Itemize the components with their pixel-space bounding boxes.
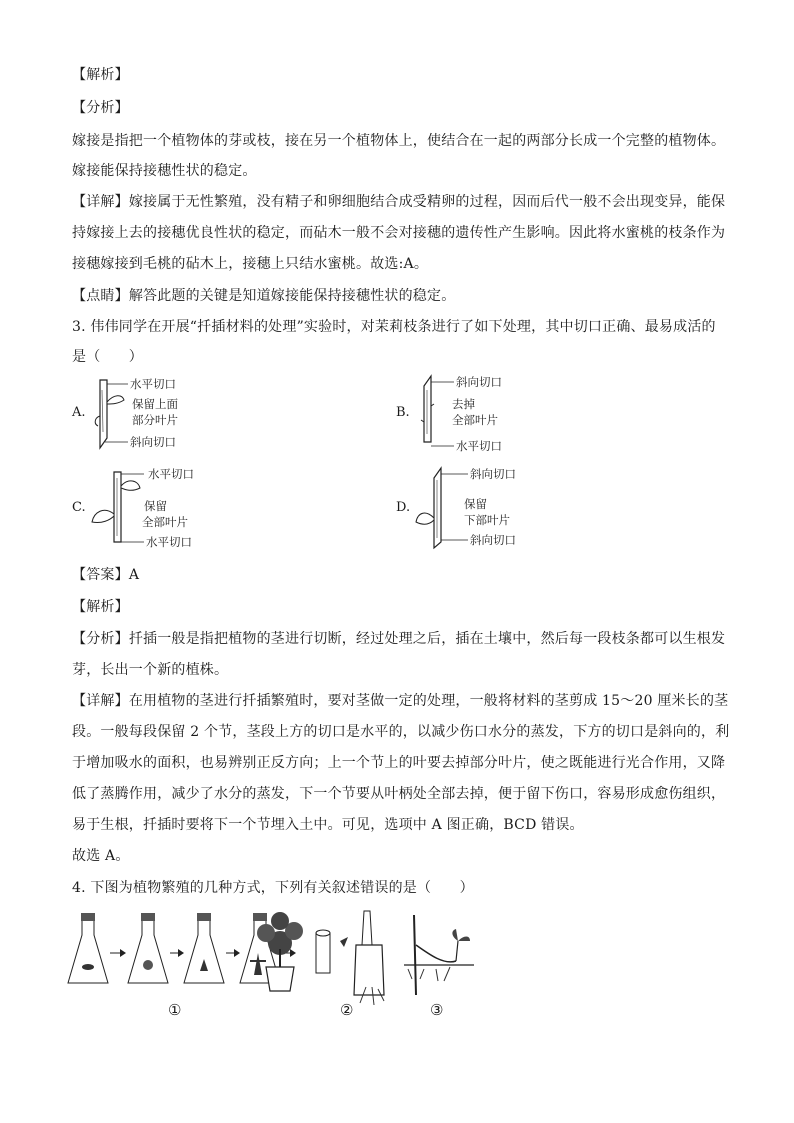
label-c-4: 水平切口	[146, 535, 192, 549]
label-c-1: 水平切口	[148, 467, 194, 481]
question-4-stem: 4. 下图为植物繁殖的几种方式，下列有关叙述错误的是（ ）	[72, 880, 474, 896]
paragraph-line: 持嫁接上去的接穗优良性状的稳定，而砧木一般不会对接穗的遗传性产生影响。因此将水蜜桃的枝条作为	[72, 225, 726, 241]
paragraph-line	[72, 629, 732, 649]
label-b-2: 去掉	[452, 397, 475, 411]
analysis-tag: 【分析】	[72, 631, 129, 647]
option-a-figure	[88, 372, 198, 458]
section-heading-jiexi: 【解析】	[72, 599, 129, 615]
analysis-text: 扦插一般是指把植物的茎进行切断，经过处理之后，插在土壤中，然后每一段枝条都可以生根发	[128, 631, 726, 647]
label-d-3: 下部叶片	[464, 513, 510, 527]
flask-icon	[184, 913, 224, 983]
paragraph-line: 易于生根，扦插时要将下一个节埋入土中。可见，选项中 A 图正确，BCD 错误。	[72, 817, 584, 833]
detail-tag: 【详解】	[72, 194, 129, 210]
paragraph-line: 于增加吸水的面积，也易辨别正反方向；上一个节上的叶要去掉部分叶片，使之既能进行光合作用，又降	[72, 755, 726, 771]
label-b-3: 全部叶片	[452, 413, 498, 427]
highlight-tag: 【点睛】	[72, 288, 129, 304]
option-b-letter: B.	[396, 405, 410, 420]
highlight-text: 解答此题的关键是知道嫁接能保持接穗性状的稳定。	[128, 288, 456, 304]
detail-text: 嫁接属于无性繁殖，没有精子和卵细胞结合成受精卵的过程，因而后代一般不会出现变异，能保	[128, 194, 726, 210]
question-3-stem-cont: 是（ ）	[72, 349, 143, 365]
option-c-letter: C.	[72, 500, 86, 515]
detail-text: 在用植物的茎进行扦插繁殖时，要对茎做一定的处理，一般将材料的茎剪成 15～20 厘米长的茎	[128, 693, 729, 709]
flask-icon	[128, 913, 168, 983]
grafting-icon	[316, 911, 384, 1005]
paragraph-line: 故选 A。	[72, 848, 130, 864]
section-heading-fenxi: 【分析】	[72, 100, 129, 116]
answer-line	[72, 565, 732, 585]
paragraph-line: 低了蒸腾作用，减少了水分的蒸发，下一个节要从叶柄处全部去掉，便于留下伤口，容易形成愈伤组织，	[72, 786, 726, 802]
figure-label-2: ②	[340, 1001, 354, 1019]
label-d-4: 斜向切口	[470, 533, 516, 547]
option-d-letter: D.	[396, 500, 411, 515]
label-a-4: 斜向切口	[130, 435, 176, 449]
label-d-1: 斜向切口	[470, 467, 516, 481]
paragraph-line: 段。一般每段保留 2 个节，茎段上方的切口是水平的，以减少伤口水分的蒸发，下方的切口是斜向的，利	[72, 724, 730, 740]
paragraph-line: 芽，长出一个新的植株。	[72, 662, 229, 678]
paragraph-line	[72, 192, 732, 212]
option-b-figure	[412, 372, 522, 462]
option-a-letter: A.	[72, 405, 86, 420]
figure-label-3: ③	[430, 1001, 444, 1019]
label-a-2: 保留上面	[132, 397, 178, 411]
answer-value: A	[128, 567, 140, 583]
label-a-3: 部分叶片	[132, 413, 178, 427]
flask-icon	[68, 913, 108, 983]
figure-label-1: ①	[168, 1001, 182, 1019]
option-c-figure	[88, 462, 208, 552]
paragraph-line	[72, 691, 732, 711]
question-3-stem: 3. 伟伟同学在开展“扦插材料的处理”实验时，对茉莉枝条进行了如下处理，其中切口正确、最易成活的	[72, 319, 716, 335]
answer-tag: 【答案】	[72, 567, 129, 583]
label-d-2: 保留	[464, 497, 487, 511]
detail-tag: 【详解】	[72, 693, 129, 709]
paragraph-line: 接穗嫁接到毛桃的砧木上，接穗上只结水蜜桃。故选:A。	[72, 256, 429, 272]
label-a-1: 水平切口	[130, 377, 176, 391]
paragraph-line: 嫁接能保持接穗性状的稳定。	[72, 163, 257, 179]
label-b-1: 斜向切口	[456, 375, 502, 389]
paragraph-line: 嫁接是指把一个植物体的芽或枝，接在另一个植物体上，使结合在一起的两部分长成一个完整的植物体。	[72, 133, 726, 149]
label-c-2: 保留	[144, 499, 167, 513]
option-d-figure	[412, 462, 532, 552]
label-c-3: 全部叶片	[142, 515, 188, 529]
paragraph-line	[72, 286, 732, 306]
section-heading-jiexi: 【解析】	[72, 67, 129, 83]
label-b-4: 水平切口	[456, 439, 502, 453]
layering-icon	[404, 915, 474, 995]
